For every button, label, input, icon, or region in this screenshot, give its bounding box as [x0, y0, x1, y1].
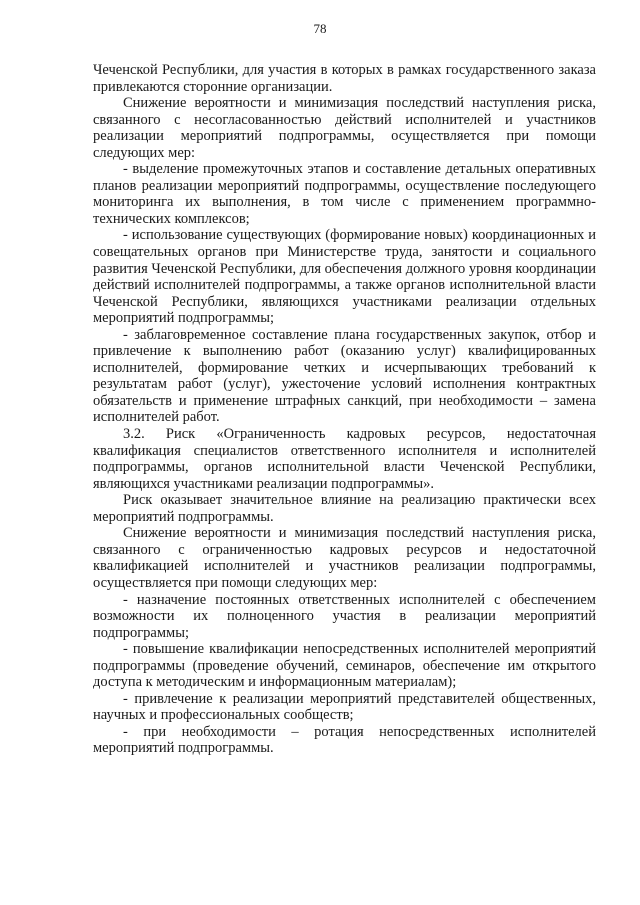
- list-item-measure: - при необходимости – ротация непосредственных исполнителей мероприятий подпрограммы.: [93, 723, 596, 757]
- paragraph-risk-impact: Риск оказывает значительное влияние на реализацию практически всех мероприятий подпрограммы.: [93, 492, 596, 525]
- list-item-measure: - использование существующих (формирование новых) координационных и совещательных органов при Министерстве труда, занятости и социального развития Чеченской Республики, для обеспечения должного уровня координации действий исполнителей подпрограммы, а также органов исполнительной власти Чеченской Республики, являющихся участниками реализации отдельных мероприятий подпрограммы;: [93, 227, 597, 327]
- list-item-measure: - привлечение к реализации мероприятий представителей общественных, научных и профессиональных сообществ;: [93, 690, 596, 724]
- paragraph-risk-mitigation-intro: Снижение вероятности и минимизация последствий наступления риска, связанного с ограниченностью кадровых ресурсов и недостаточной квалификацией исполнителей и участников реализации подпрограммы, осуществляется при помощи следующих мер:: [93, 525, 596, 591]
- section-heading-risk-3-2: 3.2. Риск «Ограниченность кадровых ресурсов, недостаточная квалификация специалистов ответственного исполнителя и исполнителей подпрограммы, органов исполнительной власти Чеченской Республики, являющихся участниками реализации подпрограммы».: [93, 426, 596, 492]
- list-item-measure: - повышение квалификации непосредственных исполнителей мероприятий подпрограммы (проведение обучений, семинаров, обеспечение им открытого доступа к методическим и информационным материалам);: [93, 641, 596, 691]
- list-item-measure: - заблаговременное составление плана государственных закупок, отбор и привлечение к выполнению работ (оказанию услуг) квалифицированных исполнителей, формирование четких и исчерпывающих требований к результатам работ (услуг), ужесточение условий исполнения контрактных обязательств и применение штрафных санкций, при необходимости – замена исполнителей работ.: [93, 326, 596, 426]
- document-body: [93, 62, 596, 757]
- page-number: 78: [313, 21, 327, 36]
- list-item-measure: - выделение промежуточных этапов и составление детальных оперативных планов реализации мероприятий подпрограммы, осуществление последующего мониторинга их выполнения, в том числе с применением программно-технических комплексов;: [93, 161, 596, 227]
- paragraph-continuation: Чеченской Республики, для участия в которых в рамках государственного заказа привлекаются сторонние организации.: [93, 62, 596, 95]
- paragraph-risk-mitigation-intro: Снижение вероятности и минимизация последствий наступления риска, связанного с несогласованностью действий исполнителей и участников реализации мероприятий подпрограммы, осуществляется при помощи следующих мер:: [93, 95, 596, 161]
- list-item-measure: - назначение постоянных ответственных исполнителей с обеспечением возможности их полноценного участия в реализации мероприятий подпрограммы;: [93, 591, 596, 641]
